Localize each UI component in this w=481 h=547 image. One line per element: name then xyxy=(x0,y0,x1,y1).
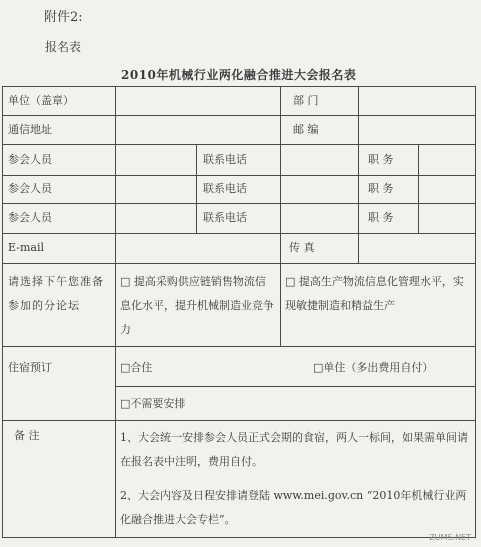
accommodation-option-text: 单住（多出费用自付） xyxy=(323,361,434,374)
forum-option-production[interactable] xyxy=(285,270,471,318)
forum-option-procurement[interactable] xyxy=(120,270,276,342)
phone-label: 联系电话 xyxy=(203,153,247,166)
accommodation-label: 住宿预订 xyxy=(8,361,52,374)
table-border-left xyxy=(2,86,3,538)
remarks-label: 备 注 xyxy=(14,429,40,442)
row-divider xyxy=(2,175,476,176)
watermark: ZUMS.NET xyxy=(429,533,471,542)
accommodation-option-text: 不需要安排 xyxy=(130,397,186,410)
phone-label: 联系电话 xyxy=(203,182,247,195)
form-name: 报名表 xyxy=(45,40,82,54)
col-divider xyxy=(358,144,359,234)
row-divider xyxy=(2,144,476,145)
forum-label: 请选择下午您准备参加的分论坛 xyxy=(8,275,104,312)
col-divider xyxy=(280,86,281,145)
col-divider xyxy=(280,263,281,347)
fax-label: 传 真 xyxy=(289,241,315,254)
department-label: 部 门 xyxy=(293,94,319,107)
accommodation-checkbox-single[interactable]: □ xyxy=(313,361,324,374)
row-divider xyxy=(2,115,476,116)
table-border-right xyxy=(475,86,476,538)
unit-label: 单位（盖章） xyxy=(8,94,74,107)
row-divider xyxy=(2,233,476,234)
forum-checkbox-production[interactable]: □ xyxy=(285,275,296,288)
remarks-note-2: 2、大会内容及日程安排请登陆 www.mei.gov.cn “2010年机械行业两化融合推进大会专栏”。 xyxy=(120,489,467,526)
row-divider xyxy=(2,346,476,347)
position-label: 职 务 xyxy=(368,153,394,166)
accommodation-checkbox-shared[interactable]: □ xyxy=(120,361,131,374)
forum-checkbox-procurement[interactable]: □ xyxy=(120,275,131,288)
accommodation-checkbox-none[interactable]: □ xyxy=(120,397,131,410)
row-divider xyxy=(2,420,476,421)
accommodation-option-shared[interactable] xyxy=(120,360,152,375)
row-divider xyxy=(2,203,476,204)
col-divider xyxy=(115,86,116,538)
position-label: 职 务 xyxy=(368,211,394,224)
accommodation-option-single[interactable] xyxy=(313,360,433,375)
postcode-label: 邮 编 xyxy=(293,123,319,136)
col-divider xyxy=(418,144,419,234)
attendee-label: 参会人员 xyxy=(8,182,52,195)
col-divider xyxy=(280,144,281,234)
attendee-label: 参会人员 xyxy=(8,211,52,224)
forum-option-text: 提高采购供应链销售物流信息化水平，提升机械制造业竞争力 xyxy=(120,275,274,336)
table-border-bottom xyxy=(2,537,476,538)
attachment-label: 附件2: xyxy=(44,10,83,25)
form-title: 2010年机械行业两化融合推进大会报名表 xyxy=(121,68,357,82)
col-divider xyxy=(358,86,359,145)
table-border-top xyxy=(2,86,476,87)
remarks-note-1: 1、大会统一安排参会人员正式会期的食宿，两人一标间，如果需单间请在报名表中注明，费用自付。 xyxy=(120,431,468,468)
attendee-label: 参会人员 xyxy=(8,153,52,166)
accommodation-option-text: 合住 xyxy=(130,361,153,374)
row-divider xyxy=(115,386,476,387)
address-label: 通信地址 xyxy=(8,123,52,136)
row-divider xyxy=(2,263,476,264)
position-label: 职 务 xyxy=(368,182,394,195)
phone-label: 联系电话 xyxy=(203,211,247,224)
email-label: E-mail xyxy=(8,241,44,254)
forum-option-text: 提高生产物流信息化管理水平，实现敏捷制造和精益生产 xyxy=(285,275,464,312)
col-divider xyxy=(358,233,359,264)
col-divider xyxy=(196,144,197,234)
accommodation-option-none[interactable] xyxy=(120,396,185,411)
col-divider xyxy=(280,233,281,264)
